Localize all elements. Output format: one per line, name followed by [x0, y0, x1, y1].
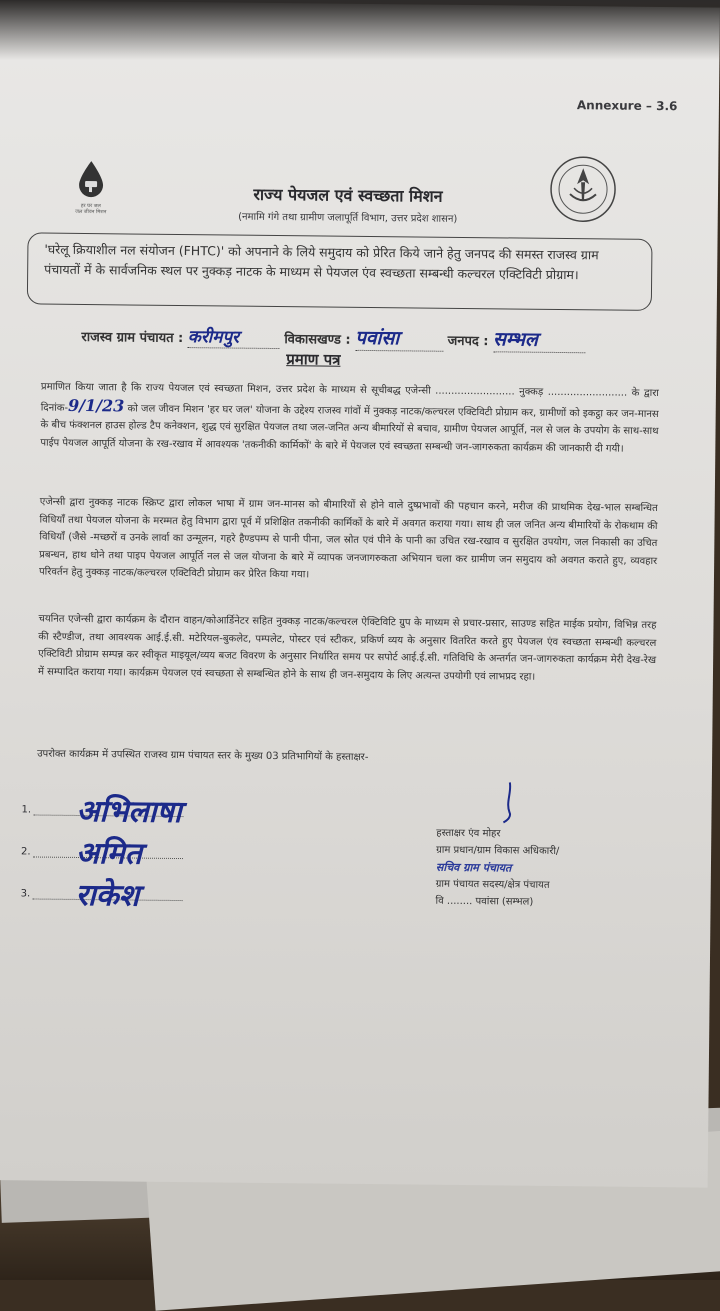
- logo-line1: हर घर जल: [80, 202, 101, 210]
- mission-subtitle: (नमामि गंगे तथा ग्रामीण जलापूर्ति विभाग, उत्तर प्रदेश शासन): [238, 211, 458, 225]
- signature-name: अमित: [75, 835, 142, 872]
- member-designation: ग्राम पंचायत सदस्य/क्षेत्र पंचायत: [435, 878, 550, 891]
- certificate-title: प्रमाण पत्र: [286, 350, 341, 369]
- para1-part1: प्रमाणित किया जाता है कि राज्य पेयजल एवं स्वच्छता मिशन, उत्तर प्रदेश के माध्यम से सूचीबद्ध एजेन्सी ......................... नुक्कड़ ......................... के द्वारा दिनांक-: [40, 381, 659, 414]
- top-shadow: [0, 0, 720, 60]
- sig-number: 1.: [21, 804, 32, 816]
- para1-part2: को जल जीवन मिशन 'हर घर जल' योजना के उद्देश्य राजस्व गांवों में नुक्कड़ नाटक/कल्चरल एक्टिविटी प्रोग्राम कर, ग्रामीणों को इकट्ठा कर जन-मानस के बीच फंक्शनल हाउस होल्ड टैप कनेक्शन, शुद्ध एवं सुरक्षित पेयजल तथा जल-जनित अन्य बीमारियों से बचाव, ग्रामीण पेयजल आपूर्ति, नल से जल के उपयोग के साथ-साथ पाईप पेयजल आपूर्ति योजना के रख-रखाव में आवश्यक 'तकनीकी कार्मिकों' के बारे में पेयजल एवं स्वच्छता सम्बन्धी जन-जागरुकता कार्यक्रम की जानकारी दी गयी।: [40, 402, 659, 455]
- paragraph-4: उपरोक्त कार्यक्रम में उपस्थित राजस्व ग्राम पंचायत स्तर के मुख्य 03 प्रतिभागियों के हस्ताक्षर-: [37, 748, 369, 764]
- signature-row: [21, 834, 321, 879]
- sig-number: 3.: [20, 888, 31, 900]
- annexure-label: Annexure – 3.6: [576, 98, 678, 114]
- block-location: वि ........ पवांसा (सम्भल): [435, 895, 534, 908]
- signature-name: अभिलाषा: [76, 793, 182, 831]
- official-signature-block: [435, 825, 636, 912]
- event-date: 9/1/23: [68, 395, 125, 415]
- official-signature-mark-icon: [499, 780, 519, 825]
- program-banner: 'घरेलू क्रियाशील नल संयोजन (FHTC)' को अपनाने के लिये समुदाय को प्रेरित किये जाने हेतु जनपद की समस्त राजस्व ग्राम पंचायतों में के सार्वजनिक स्थल पर नुक्कड़ नाटक के माध्यम से पेयजल एंव स्वच्छता सम्बन्धी कल्चरल एक्टिविटी प्रोग्राम।: [27, 232, 653, 311]
- officer-designation: ग्राम प्रधान/ग्राम विकास अधिकारी/: [436, 844, 560, 858]
- signature-name: राकेश: [75, 877, 140, 914]
- block-value: पवांसा: [355, 324, 443, 352]
- participant-signatures: [20, 792, 321, 921]
- signature-row: [20, 876, 320, 921]
- sig-number: 2.: [21, 846, 31, 858]
- gp-value: करीमपुर: [188, 324, 280, 349]
- block-label: विकासखण्ड :: [284, 332, 351, 348]
- gp-label: राजस्व ग्राम पंचायत :: [81, 329, 184, 347]
- gram-panchayat-line: [81, 321, 585, 353]
- paragraph-1: [40, 379, 659, 458]
- paragraph-2: एजेन्सी द्वारा नुक्कड़ नाटक स्क्रिप्ट द्वारा लोकल भाषा में ग्राम जन-मानस को बीमारियों से होने वाले दुष्प्रभावों की पहचान करने, मरीज की प्राथमिक देख-भाल सम्बन्धित विधियाँ तथा पेयजल योजना के मरम्मत हेतु विभाग द्वारा पूर्व में प्रशिक्षित तकनीकी कार्मिकों के बारे में अवगत कराया गया। साथ ही जल जनित अन्य बीमारियों के रोकथाम की विधियाँ (जैसे -मच्छरों व उनके लार्वा का उन्मूलन, गहरे हैण्डपम्प से पानी पीना, जल स्रोत एवं पीने के पानी का उचित रख-रखाव व सुरक्षित उपयोग, जल निकासी का उचित प्रबन्धन, हाथ धोने तथा पाइप पेयजल आपूर्ति नल से जल योजना के बारे में व्यापक जनजागरुकता अभियान चला कर ग्रामीण जन समुदाय को अवगत कराते हुए, व्यवहार परिवर्तन हेतु नुक्कड़ नाटक/कल्चरल एक्टिविटी प्रोग्राम कर प्रेरित किया गया।: [38, 496, 658, 581]
- mission-title: राज्य पेयजल एवं स्वच्छता मिशन: [253, 184, 443, 206]
- paragraph-3: चयनित एजेन्सी द्वारा कार्यक्रम के दौरान वाहन/कोआर्डिनेटर सहित नुक्कड़ नाटक/कल्चरल ऐक्टिविटि ग्रुप के माध्यम से प्रचार-प्रसार, साउण्ड सहित माईक प्रयोग, विभिन्न तरह की स्टैण्डीज, तथा आवश्यक आई.ई.सी. मटेरियल-बुकलेट, पम्पलेट, पोस्टर एवं स्टीकर, प्रकिर्ण व्यय के अनुसार वितरित करते हुए पेयजल एंव स्वच्छता सम्बन्धी कल्चरल एक्टिविटी प्रोग्राम सम्पन्न कर स्वीकृत माइयूल/व्यय बजट विवरण के अनुसार निर्धारित समय पर सपोर्ट आई.ई.सी. गतिविधि के अन्तर्गत जन-जागरुकता कार्यक्रम मेरी देख-रेख में सम्पादित कराया गया। कार्यक्रम पेयजल एवं स्वच्छता से सम्बन्धित होने के साथ ही जन-समुदाय के लिए अत्यन्त उपयोगी एवं लाभप्रद रहा।: [37, 613, 657, 683]
- signature-row: [21, 792, 321, 837]
- district-value: सम्भल: [493, 325, 585, 353]
- seal-stamp: सचिव ग्राम पंचायत: [435, 860, 512, 875]
- district-label: जनपद :: [447, 333, 489, 350]
- sign-and-seal-label: हस्ताक्षर एंव मोहर: [436, 827, 501, 840]
- logo-line2: जल जीवन मिशन: [75, 208, 107, 216]
